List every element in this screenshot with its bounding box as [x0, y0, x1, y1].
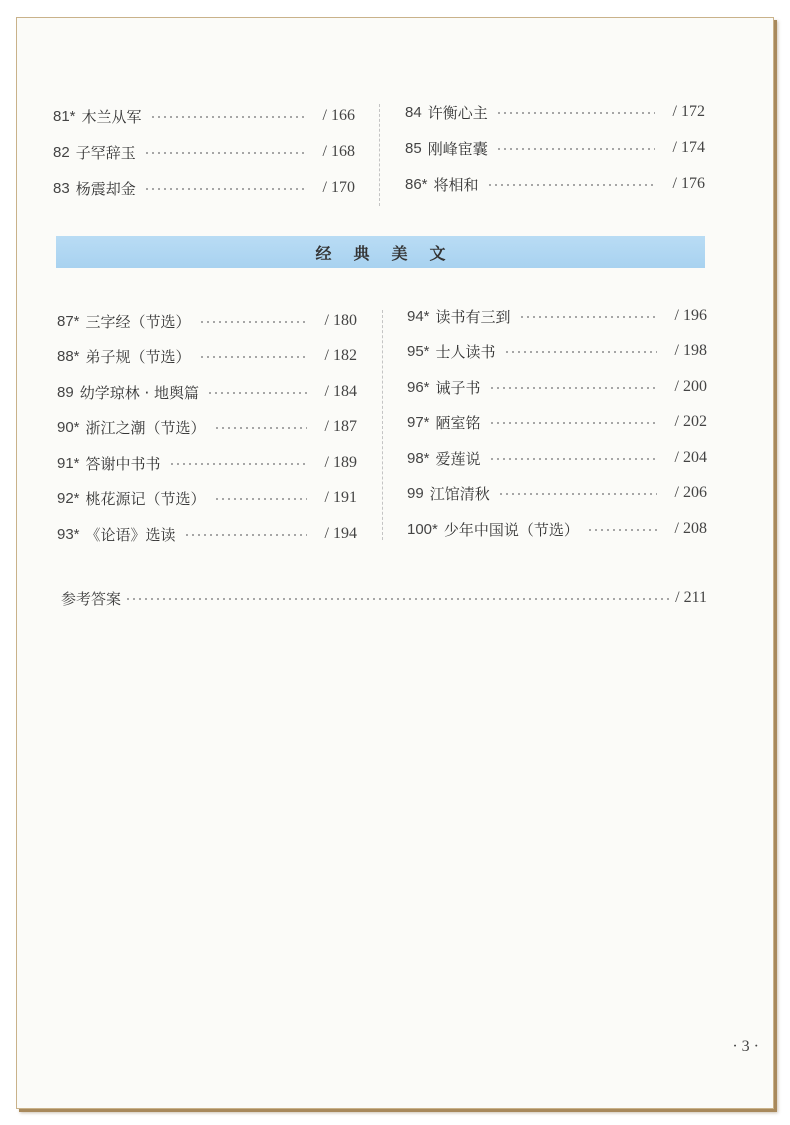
- entry-number: 85: [405, 139, 422, 157]
- entry-title: 江馆清秋: [429, 484, 490, 503]
- entry-page: / 196: [674, 307, 707, 324]
- toc-entry[interactable]: [57, 415, 357, 439]
- entry-title: 诫子书: [435, 378, 481, 397]
- entry-number: 95*: [407, 342, 430, 360]
- entry-number: 89: [57, 383, 74, 401]
- entry-page: / 174: [672, 139, 705, 156]
- entry-page: / 170: [322, 179, 355, 196]
- leader-dots: [587, 529, 657, 531]
- toc-entry[interactable]: [53, 104, 355, 128]
- entry-title: 爱莲说: [435, 449, 481, 468]
- toc-entry[interactable]: [407, 517, 707, 541]
- entry-title: 桃花源记（节选）: [85, 489, 206, 508]
- toc-top-left: [53, 104, 355, 214]
- toc-entry[interactable]: [57, 522, 357, 546]
- entry-page: / 200: [674, 378, 707, 395]
- entry-number: 94*: [407, 307, 430, 325]
- toc-entry[interactable]: [407, 481, 707, 505]
- entry-number: 92*: [57, 489, 80, 507]
- entry-page: / 189: [324, 454, 357, 471]
- leader-dots: [489, 458, 657, 460]
- entry-page: / 184: [324, 383, 357, 400]
- toc-entry[interactable]: [405, 100, 705, 124]
- entry-page: / 204: [674, 449, 707, 466]
- entry-title: 刚峰宦囊: [427, 139, 488, 158]
- toc-entry[interactable]: [53, 176, 355, 200]
- leader-dots: [144, 152, 305, 154]
- entry-page: / 198: [674, 342, 707, 359]
- entry-title: 幼学琼林 · 地舆篇: [79, 383, 199, 402]
- leader-dots: [199, 321, 307, 323]
- entry-number: 83: [53, 179, 70, 197]
- leader-dots: [214, 498, 307, 500]
- toc-entry[interactable]: [407, 446, 707, 470]
- entry-title: 杨震却金: [75, 179, 136, 198]
- entry-page: / 187: [324, 418, 357, 435]
- toc-entry[interactable]: [57, 486, 357, 510]
- entry-title: 将相和: [433, 175, 479, 194]
- leader-dots: [184, 534, 307, 536]
- entry-page: / 191: [324, 489, 357, 506]
- book-page: [16, 17, 774, 1109]
- entry-number: 93*: [57, 525, 80, 543]
- section-title: 经典美文: [315, 243, 468, 263]
- entry-page: / 202: [674, 413, 707, 430]
- leader-dots: [489, 387, 657, 389]
- entry-page: / 206: [674, 484, 707, 501]
- toc-entry[interactable]: [53, 140, 355, 164]
- toc-entry[interactable]: [57, 344, 357, 368]
- toc-mid-right: [407, 304, 707, 554]
- section-banner: [56, 236, 705, 268]
- entry-number: 86*: [405, 175, 428, 193]
- leader-dots: [214, 427, 307, 429]
- entry-title: 三字经（节选）: [85, 312, 191, 331]
- entry-title: 参考答案: [61, 589, 122, 608]
- column-divider: [382, 310, 383, 540]
- leader-dots: [519, 316, 657, 318]
- leader-dots: [207, 392, 307, 394]
- toc-entry[interactable]: [407, 339, 707, 363]
- entry-page: / 211: [675, 589, 707, 606]
- entry-title: 答谢中书书: [85, 454, 161, 473]
- entry-title: 陋室铭: [435, 413, 481, 432]
- entry-number: 84: [405, 103, 422, 121]
- entry-title: 弟子规（节选）: [85, 347, 191, 366]
- toc-entry[interactable]: [407, 375, 707, 399]
- entry-number: 88*: [57, 347, 80, 365]
- toc-entry[interactable]: [57, 380, 357, 404]
- entry-title: 读书有三到: [435, 307, 511, 326]
- entry-title: 许衡心主: [427, 103, 488, 122]
- entry-title: 《论语》选读: [85, 525, 176, 544]
- leader-dots: [144, 188, 305, 190]
- leader-dots: [496, 112, 655, 114]
- entry-page: / 180: [324, 312, 357, 329]
- entry-title: 士人读书: [435, 342, 496, 361]
- entry-number: 87*: [57, 312, 80, 330]
- leader-dots: [504, 351, 657, 353]
- entry-title: 少年中国说（节选）: [443, 520, 579, 539]
- entry-number: 82: [53, 143, 70, 161]
- leader-dots: [496, 148, 655, 150]
- entry-title: 浙江之潮（节选）: [85, 418, 206, 437]
- leader-dots: [199, 356, 307, 358]
- leader-dots: [498, 493, 657, 495]
- entry-page: / 182: [324, 347, 357, 364]
- toc-mid-left: [57, 309, 357, 559]
- toc-entry[interactable]: [405, 136, 705, 160]
- entry-number: 99: [407, 484, 424, 502]
- toc-entry-answers[interactable]: [61, 586, 707, 610]
- entry-page: / 194: [324, 525, 357, 542]
- entry-number: 100*: [407, 520, 438, 538]
- leader-dots: [125, 598, 671, 600]
- toc-entry[interactable]: [407, 410, 707, 434]
- leader-dots: [487, 184, 655, 186]
- entry-number: 91*: [57, 454, 80, 472]
- entry-page: / 166: [322, 107, 355, 124]
- toc-entry[interactable]: [57, 309, 357, 333]
- entry-number: 97*: [407, 413, 430, 431]
- leader-dots: [150, 116, 305, 118]
- toc-entry[interactable]: [57, 451, 357, 475]
- toc-entry[interactable]: [407, 304, 707, 328]
- leader-dots: [489, 422, 657, 424]
- toc-top-right: [405, 100, 705, 210]
- entry-page: / 208: [674, 520, 707, 537]
- entry-page: / 176: [672, 175, 705, 192]
- page-number: · 3 ·: [732, 1038, 759, 1055]
- entry-number: 98*: [407, 449, 430, 467]
- leader-dots: [169, 463, 307, 465]
- entry-number: 90*: [57, 418, 80, 436]
- entry-number: 96*: [407, 378, 430, 396]
- entry-number: 81*: [53, 107, 76, 125]
- entry-page: / 168: [322, 143, 355, 160]
- toc-entry[interactable]: [405, 172, 705, 196]
- entry-page: / 172: [672, 103, 705, 120]
- entry-title: 木兰从军: [81, 107, 142, 126]
- column-divider: [379, 104, 380, 206]
- entry-title: 子罕辞玉: [75, 143, 136, 162]
